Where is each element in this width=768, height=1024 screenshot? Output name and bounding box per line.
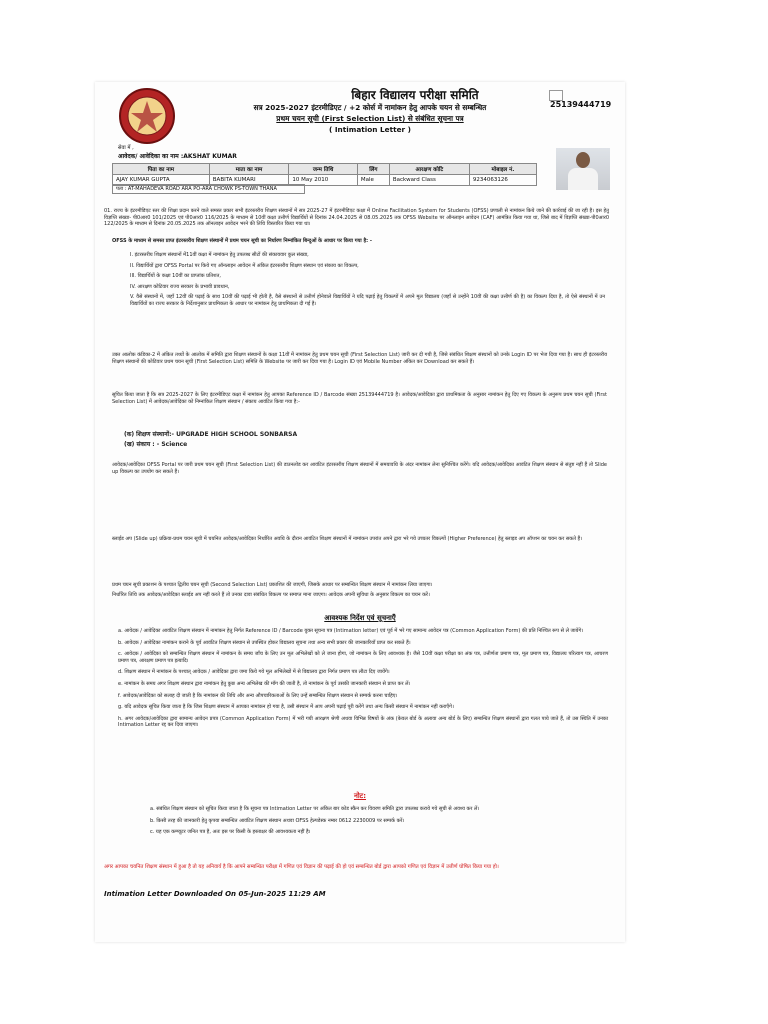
criteria-item: V. वैसे संस्थानों में, जहाँ 12वीं की पढ़ाई के साथ 10वीं की पढ़ाई भी होती है, वैसे संस्थानों से उत्तीर्ण होनेवाले विद्यार्थियों ने यदि पढ़ाई हेतु विकल्पों में अपने मूल विद्यालय (जहाँ से उन्होंने 10वीं की कक्षा उत्तीर्ण की है) का विकल्प दिया है, तो ऐसे संस्थानों में उन विद्यार्थियों का राज्य सरकार के निर्देशानुसार प्राथमिकता के आधार पर नामांकन हेतु प्राथमिकता दी गई है। <box>130 294 605 307</box>
instruction-item: f. आवेदक/आवेदिका को सलाह दी जाती है कि नामांकन की तिथि और अन्य औपचारिकताओं के लिए उन्हें सम्बन्धित शिक्षण संस्थान से सम्पर्क करना चाहिए। <box>118 692 398 699</box>
cell-category: Backward Class <box>389 175 469 186</box>
slideup-note-paragraph: निर्धारित तिथि तक आवेदक/आवेदिका स्लाईड अप नहीं करते हैं तो उनका दावा संबंधित विकल्प पर समाप्त माना जाएगा। आवेदक अपनी सुविधा के अनुसार विकल्प का चयन करें। <box>112 592 430 598</box>
cell-mother: BABITA KUMARI <box>209 175 289 186</box>
applicant-info-table <box>112 163 537 186</box>
selection-paragraph: सूचित किया जाता है कि सत्र 2025-2027 के लिए इंटरमीडिएट कक्षा में नामांकन हेतु आपका Reference ID / Barcode संख्या 25139444719 है। आवेदक/आवेदिका द्वारा प्राथमिकता के अनुसार नामांकन हेतु दिए गए विकल्प के अनुरूप प्रथम चयन सूची (First Selection List) में आवेदक/आवेदिका को निम्नांकित शिक्षण संस्थान / संकाय आवंटित किया गया है:- <box>112 392 607 405</box>
slideup-paragraph: स्लाईड अप (Slide up) प्रक्रिया-प्रथम चयन सूची में चयनित आवेदक/आवेदिका निर्धारित अवधि के दौरान आवंटित शिक्षण संस्थानों में नामांकन उपरांत अपने द्वारा भरे गये उच्चतर विकल्पों (Higher Preference) हेतु स्लाइड अप ऑप्शन का चयन कर सकते हैं। <box>112 536 583 542</box>
col-category: आरक्षण कोटि <box>389 164 469 175</box>
instruction-item: h. अगर आवेदक/आवेदिका द्वारा सामान्य आवेदन प्रपत्र (Common Application Form) में भरी गयी आरक्षण श्रेणी अथवा विभिन्न विषयों के अंक (केवल बोर्ड के अलावा अन्य बोर्ड के लिए) सम्बन्धित शिक्षण संस्थानों द्वारा गलत पाये जाते हैं, तो उस स्थिति में उनका Intimation Letter रद्द कर दिया जाएगा। <box>118 715 608 729</box>
second-list-paragraph: प्रथम चयन सूची प्रकाशन के पश्चात द्वितीय चयन सूची (Second Selection List) प्रकाशित की जाएगी, जिसके आधार पर सम्बन्धित शिक्षण संस्थान में नामांकन लिया जाएगा। <box>112 582 433 588</box>
subtitle-line3: ( Intimation Letter ) <box>328 125 412 134</box>
reference-number: 25139444719 <box>550 100 612 109</box>
criteria-list <box>130 252 605 308</box>
bseb-emblem-logo <box>118 87 176 145</box>
download-timestamp: Intimation Letter Downloaded On 05-Jun-2025 11:29 AM <box>104 890 326 898</box>
note-item: a. संबंधित शिक्षण संस्थान को सूचित किया जाता है कि सूचना पत्र Intimation Letter पर अंकित बार कोड स्कैन कर विवरण समिति द्वारा उपलब्ध कराये गये सूची से अवश्य कर लें। <box>150 806 480 812</box>
letter-subtitle <box>200 102 540 135</box>
subtitle-line1: सत्र 2025-2027 इंटरमीडिएट / +2 कोर्स में नामांकन हेतु आपके चयन से सम्बन्धित <box>253 103 487 112</box>
allotted-faculty: (ख) संकाय : - Science <box>124 441 188 448</box>
first-list-paragraph: उक्त आलोक कंडिका-2 में अंकित तथ्यों के आलोक में समिति द्वारा शिक्षण संस्थानों के कक्षा 11वीं में नामांकन हेतु प्रथम चयन सूची (First Selection List) जारी कर दी गयी है, जिसे संबंधित शिक्षण संस्थानों को उनके Login ID पर भेज दिया गया है। साथ ही इंटरस्तरीय शिक्षण संस्थानों की कोटिवार प्रथम चयन सूची (First Selection List) समिति के Website पर जारी कर दिया गया है। Login ID एवं Mobile Number अंकित कर Download कर सकते हैं। <box>112 352 607 365</box>
criteria-item: IV. आरक्षण कोटिवार राज्य सरकार के प्रभावी प्रावधान, <box>130 283 230 290</box>
applicant-name: आवेदक/ आवेदिका का नाम :AKSHAT KUMAR <box>118 153 237 160</box>
instruction-item: d. शिक्षण संस्थान में नामांकन के पश्चात् आवेदक / आवेदिका द्वारा जमा किये गये मूल अभिलेखों में से विद्यालय द्वारा निर्गत प्रमाण पत्र लौटा दिए जायेंगे। <box>118 669 390 676</box>
warning-note: अगर आपका चयनित शिक्षण संस्थान में हुआ है तो यह अनिवार्य है कि आपने सम्बन्धित परीक्षा में गणित एवं विज्ञान की पढ़ाई की हो एवं सम्बन्धित बोर्ड द्वारा आपको गणित एवं विज्ञान में उत्तीर्ण घोषित किया गया हो। <box>104 864 499 870</box>
criteria-item: III. विद्यार्थियों के कक्षा 10वीं का प्राप्तांक प्रतिशत, <box>130 273 221 280</box>
note-list <box>150 806 605 836</box>
note-item: c. यह एक कम्प्यूटर जनित पत्र है, अतः इस पर किसी के हस्ताक्षर की आवश्यकता नहीं है। <box>150 829 311 836</box>
info-table-header-row <box>113 164 537 175</box>
intro-paragraph: 01. राज्य के इंटरमीडिएट स्तर की शिक्षा प्रदान करने वाले समस्त प्रकार सभी इंटरस्तरीय शिक्षण संस्थानों में सत्र 2025-27 में इंटरमीडिएट कक्षा में Online Facilitation System for Students (OFSS) प्रणाली से नामांकन किये जाने की कार्रवाई की जा रही है। इस हेतु विज्ञप्ति संख्या- पी0आर0 101/2025 एवं पी0आर0 116/2025 के माध्यम से 10वीं कक्षा उत्तीर्ण विद्यार्थियों से दिनांक 24.04.2025 से 08.05.2025 तक OFSS Website पर ऑनलाइन आवेदन (CAF) आमंत्रित किया गया था, जिसे बाद में विज्ञप्ति संख्या-पी0आर0 122/2025 के माध्यम से दिनांक 20.05.2025 तक ऑनलाइन आवेदन भरने की तिथि विस्तारित किया गया था। <box>104 208 609 228</box>
ofss-paragraph: आवेदक/आवेदिका OFSS Portal पर जारी प्रथम चयन सूची (First Selection List) की डाउनलोड कर आवंटित इंटरस्तरीय शिक्षण संस्थानों में समयावधि के अंदर नामांकन लेना सुनिश्चित करेंगे। यदि आवेदक/आवेदिका आवंटित शिक्षण संस्थान से संतुष्ट नहीं हैं तो Slide up विकल्प का उपयोग कर सकते हैं। <box>112 462 607 475</box>
instruction-item: c. आवेदक / आवेदिका को सम्बन्धित शिक्षण संस्थान में नामांकन के समय जाँच के लिए उन मूल अभिलेखों को ले जाना होगा, जो नामांकन के लिए आवश्यक है। जैसे 10वीं कक्षा परीक्षा का अंक पत्र, उत्तीर्णता प्रमाण पत्र, मूल प्रमाण पत्र, विद्यालय परित्याग पत्र, आचरण प्रमाण पत्र, आरक्षण प्रमाण पत्र इत्यादि। <box>118 651 608 664</box>
col-gender: लिंग <box>357 164 389 175</box>
instruction-item: a. आवेदक / आवेदिका आवंटित शिक्षण संस्थान में नामांकन हेतु निर्गत Reference ID / Barcode युक्त सूचना पत्र (Intimation letter) एवं पूर्व में भरे गए सामान्य आवेदन पत्र (Common Application Form) की प्रति निश्चित रूप से ले जायेंगे। <box>118 628 584 634</box>
cell-gender: Male <box>357 175 389 186</box>
subtitle-line2: प्रथम चयन सूची (First Selection List) से संबंधित सूचना पत्र <box>276 114 464 123</box>
instructions-list <box>118 628 608 729</box>
addressee-to: सेवा में , <box>118 145 134 151</box>
col-dob: जन्म तिथि <box>289 164 357 175</box>
col-mother: माता का नाम <box>209 164 289 175</box>
cell-father: AJAY KUMAR GUPTA <box>113 175 210 186</box>
ofss-criteria-line: OFSS के माध्यम से समस्त प्राप्त इंटरस्तरीय शिक्षण संस्थानों में प्रथम चयन सूची का निर्धारण निम्नांकित बिन्दुओं के आधार पर किया गया है: - <box>112 238 372 244</box>
col-father: पिता का नाम <box>113 164 210 175</box>
applicant-address: पता : AT-MAHADEVA ROAD ARA PO-ARA CHOWK PS-TOWN THANA <box>112 184 305 194</box>
col-mobile: मोबाइल नं. <box>469 164 536 175</box>
board-title: बिहार विद्यालय परीक्षा समिति <box>351 88 479 102</box>
cell-dob: 10 May 2010 <box>289 175 357 186</box>
photo-face <box>576 152 590 168</box>
cell-mobile: 9234063126 <box>469 175 536 186</box>
photo-body <box>568 168 598 190</box>
applicant-photo <box>556 148 610 190</box>
instruction-item: b. आवेदक / आवेदिका नामांकन कराने के पूर्व आवंटित शिक्षण संस्थान से उपस्थित होकर विद्यालय सूचना तथा अन्य सभी प्रकार की जानकारियाँ प्राप्त कर सकते हैं। <box>118 639 411 646</box>
instruction-item: e. नामांकन के समय अगर शिक्षण संस्थान द्वारा नामांकन हेतु कुछ अन्य अभिलेख की माँग की जाती है, तो नामांकन के पूर्व उसकी जानकारी संस्थान से प्राप्त कर लें। <box>118 680 411 687</box>
criteria-item: I. इंटरस्तरीय शिक्षण संस्थानों में11वीं कक्षा में नामांकन हेतु उपलब्ध सीटों की संकायवार कुल संख्या, <box>130 252 309 258</box>
note-heading: नोट: <box>353 792 367 800</box>
instruction-item: g. यदि आवेदक सूचित किया जाता है कि जिस शिक्षण संस्थान में आपका नामांकन हो गया है, उसी संस्थान में आप अपनी पढ़ाई पूरी करेंगे तथा अन्य किसी संस्थान में नामांकन नहीं कराएँगे। <box>118 704 454 711</box>
note-item: b. किसी तरह की जानकारी हेतु कृपया सम्बन्धित आवंटित शिक्षण संस्थान अथवा OFSS हेल्पडेस्क नम्बर 0612 2230009 पर सम्पर्क करें। <box>150 817 405 824</box>
criteria-item: II. विद्यार्थियों द्वारा OFSS Portal पर किये गए ऑनलाइन आवेदन में अंकित इंटरस्तरीय शिक्षण संस्थान एवं संकाय का विकल्प, <box>130 262 359 269</box>
allotted-school: (क) शिक्षण संस्थानों:- UPGRADE HIGH SCHOOL SONBARSA <box>124 431 298 438</box>
instructions-heading: आवश्यक निर्देश एवं सूचनाएँ <box>324 614 396 622</box>
